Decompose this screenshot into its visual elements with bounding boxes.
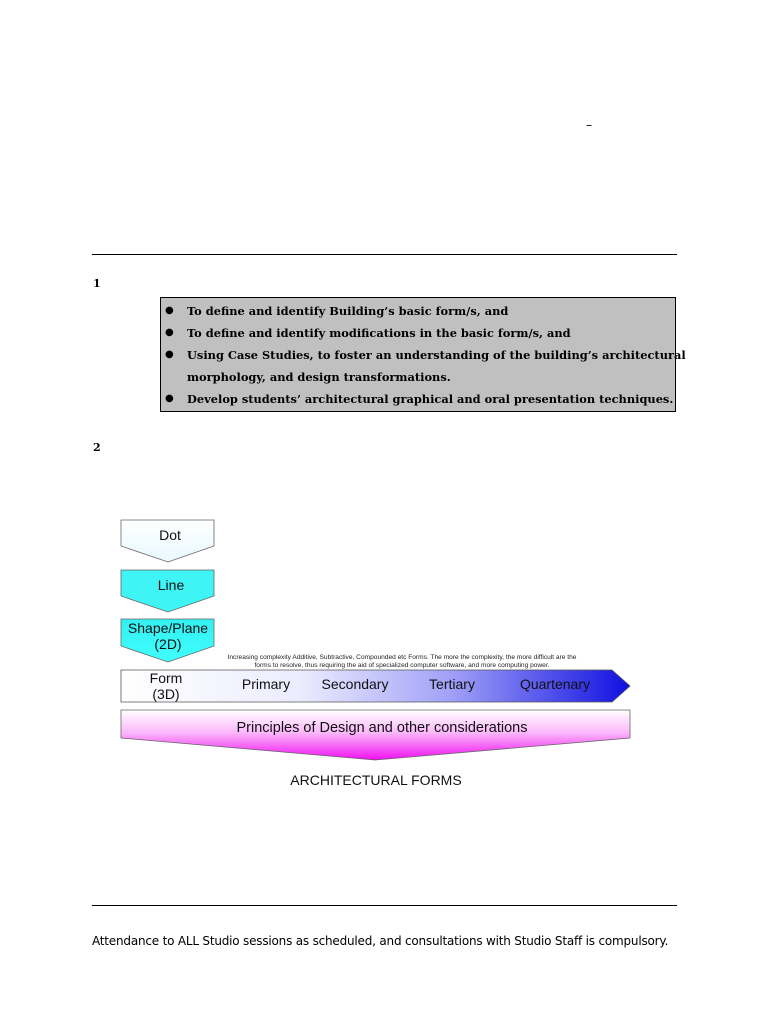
bullet-icon: ● (165, 327, 174, 338)
objective-item (165, 344, 686, 366)
form-label-line1: Form (149, 670, 183, 686)
bullet-icon: ● (165, 349, 174, 360)
top-divider (92, 254, 677, 255)
complexity-note-line2: forms to resolve, thus requiring the aid of specialized computer software, and more computing power. (254, 662, 550, 669)
dot-label: Dot (159, 527, 181, 543)
objective-text: To define and identify Building’s basic form/s, and (187, 304, 509, 318)
architectural-forms-diagram (0, 510, 768, 800)
section-number-1: 1 (93, 277, 101, 290)
objective-item-continuation (187, 366, 675, 388)
objective-text: Develop students’ architectural graphical and oral presentation techniques. (187, 392, 674, 406)
objective-text: Using Case Studies, to foster an understanding of the building’s architectural (187, 348, 686, 362)
section-number-2: 2 (93, 441, 101, 454)
bottom-divider (92, 905, 677, 906)
shape-label-line2: (2D) (154, 636, 182, 652)
objective-text: To define and identify modifications in the basic form/s, and (187, 326, 571, 340)
bullet-icon: ● (165, 305, 174, 316)
stage-primary: Primary (241, 676, 291, 692)
objective-text: morphology, and design transformations. (187, 370, 451, 384)
stage-tertiary: Tertiary (429, 676, 475, 692)
principles-label: Principles of Design and other considerations (236, 720, 528, 736)
objective-item (165, 300, 675, 322)
stage-quartenary: Quartenary (519, 676, 591, 692)
objective-item (165, 388, 675, 410)
objective-item (165, 322, 675, 344)
complexity-note-line1: Increasing complexity Additive, Subtractive, Compounded etc Forms. The more the complexity, the more difficult are the (227, 654, 577, 661)
attendance-note: Attendance to ALL Studio sessions as scheduled, and consultations with Studio Staff is compulsory. (92, 934, 669, 948)
objectives-box (160, 297, 686, 412)
objectives-list (161, 300, 686, 410)
shape-label-line1: Shape/Plane (127, 620, 209, 636)
bullet-icon: ● (165, 393, 174, 404)
stage-secondary: Secondary (321, 676, 389, 692)
line-label: Line (157, 577, 185, 593)
diagram-caption: ARCHITECTURAL FORMS (290, 772, 462, 788)
header-dash: – (586, 118, 592, 132)
form-label-line2: (3D) (152, 686, 180, 702)
